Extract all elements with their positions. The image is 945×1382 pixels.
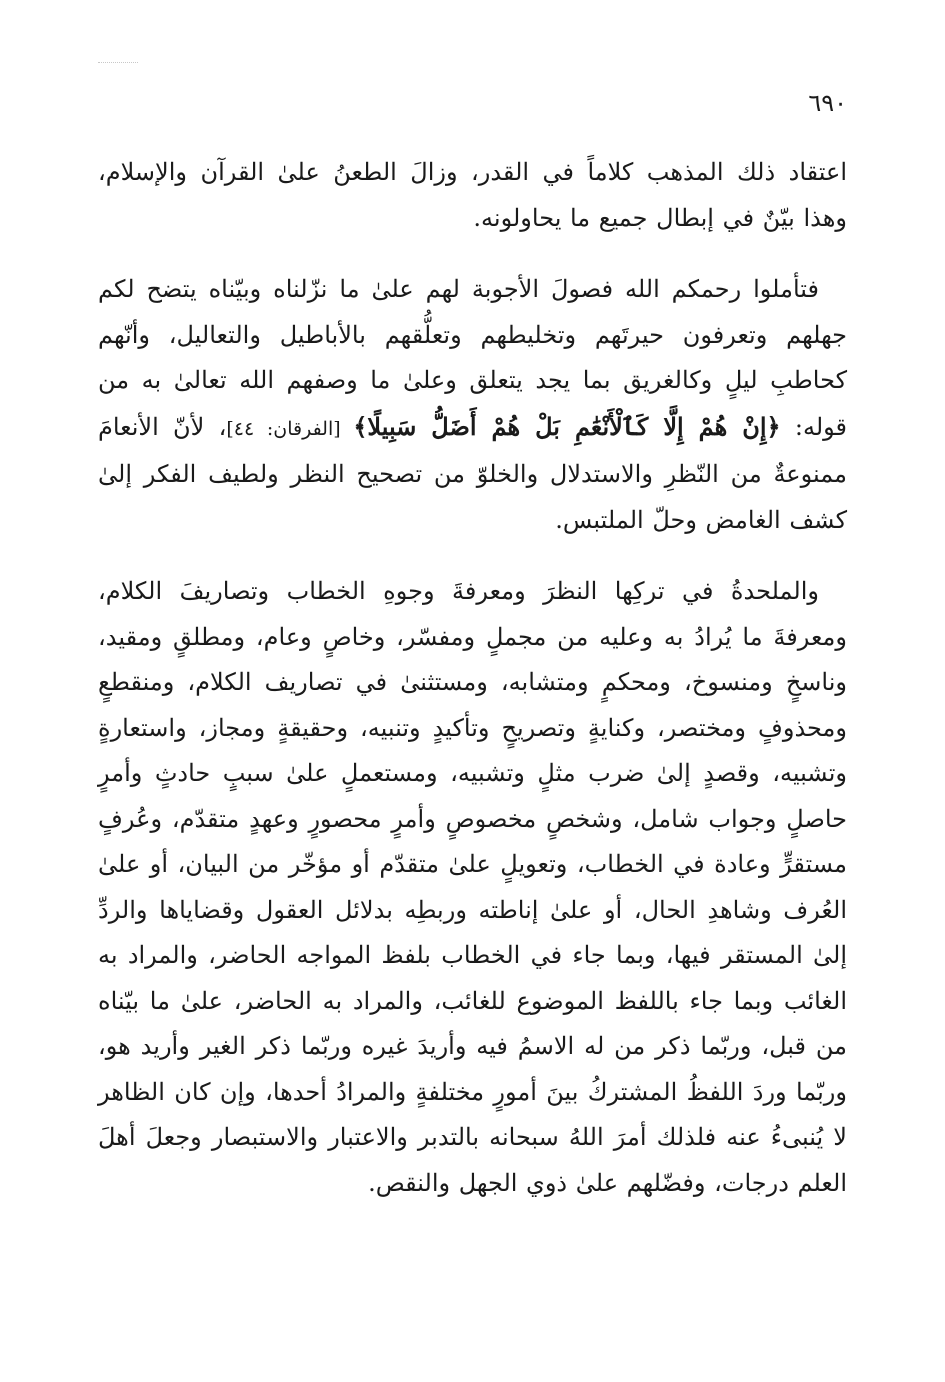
scan-artifact bbox=[98, 62, 138, 65]
page-number: ٦٩٠ bbox=[808, 89, 847, 117]
paragraph-1: اعتقاد ذلك المذهب كلاماً في القدر، وزالَ الطعنُ علىٰ القرآن والإسلام، وهذا بيّنٌ في إبطال جميع ما يحاولونه. bbox=[98, 158, 847, 232]
quran-verse: ﴿إِنْ هُمْ إِلَّا كَٱلْأَنْعَٰمِ بَلْ هُمْ أَضَلُّ سَبِيلًا﴾ bbox=[353, 411, 781, 441]
verse-citation: [الفرقان: ٤٤] bbox=[226, 417, 354, 440]
paragraph-2-continuation: ، لأنّ الأنعامَ ممنوعةٌ من النّظرِ والاستدلال والخلوّ من تصحيح النظر ولطيف الفكر إلىٰ كشف الغامض وحلّ الملتبس. bbox=[98, 412, 847, 534]
paragraph-3: والملحدةُ في تركِها النظرَ ومعرفةَ وجوهِ الخطاب وتصاريفَ الكلام، ومعرفةَ ما يُرادُ به وعليه من مجملٍ ومفسّر، وخاصٍ وعام، ومطلقٍ ومقيد، وناسخٍ ومنسوخ، ومحكمٍ ومتشابه، ومستثنىٰ في تصاريف الكلام، ومنقطعٍ ومحذوفٍ ومختصر، وكنايةٍ وتصريحٍ وتأكيدٍ وتنبيه، وحقيقةٍ ومجاز، واستعارةٍ وتشبيه، وقصدٍ إلىٰ ضرب مثلٍ وتشبيه، ومستعملٍ علىٰ سببٍ حادثٍ وأمرٍ حاصلٍ وجواب شامل، وشخصٍ مخصوصٍ وأمرٍ محصورٍ وعهدٍ متقدّم، وعُرفٍ مستقرٍّ وعادة في الخطاب، وتعويلٍ علىٰ متقدّم أو مؤخّر من البيان، أو علىٰ العُرف وشاهدِ الحال، أو علىٰ إناطته وربطِه بدلائل العقول وقضاياها والردِّ إلىٰ المستقر فيها، وبما جاء في الخطاب بلفظ المواجه الحاضر، والمراد به الغائب وبما جاء باللفظ الموضوع للغائب، والمراد به الحاضر، علىٰ ما بيّناه من قبل، وربّما ذكر من له الاسمُ فيه وأريدَ غيره وربّما ذكر الغير وأريد هو، وربّما وردَ اللفظُ المشتركُ بينَ أمورٍ مختلفةٍ والمرادُ أحدها، وإن كان الظاهر لا يُنبىءُ عنه فلذلك أمرَ اللهُ سبحانه بالتدبر والاعتبار والاستبصار وجعلَ أهلَ العلم درجات، وفضّلهم علىٰ ذوي الجهل والنقص. bbox=[98, 577, 847, 1197]
body-text bbox=[98, 150, 847, 1206]
paragraph-2 bbox=[98, 267, 847, 543]
paragraph-2-intro: فتأملوا رحمكم الله فصولَ الأجوبة لهم علىٰ ما نزّلناه وبيّناه يتضح لكم جهلهم وتعرفون حيرتَهم وتخليطهم وتعلُّقهم بالأباطيل والتعاليل، وأنّهم كحاطبِ ليلٍ وكالغريق بما يجد يتعلق وعلىٰ ما وصفهم الله تعالىٰ به من قوله: bbox=[98, 275, 848, 441]
